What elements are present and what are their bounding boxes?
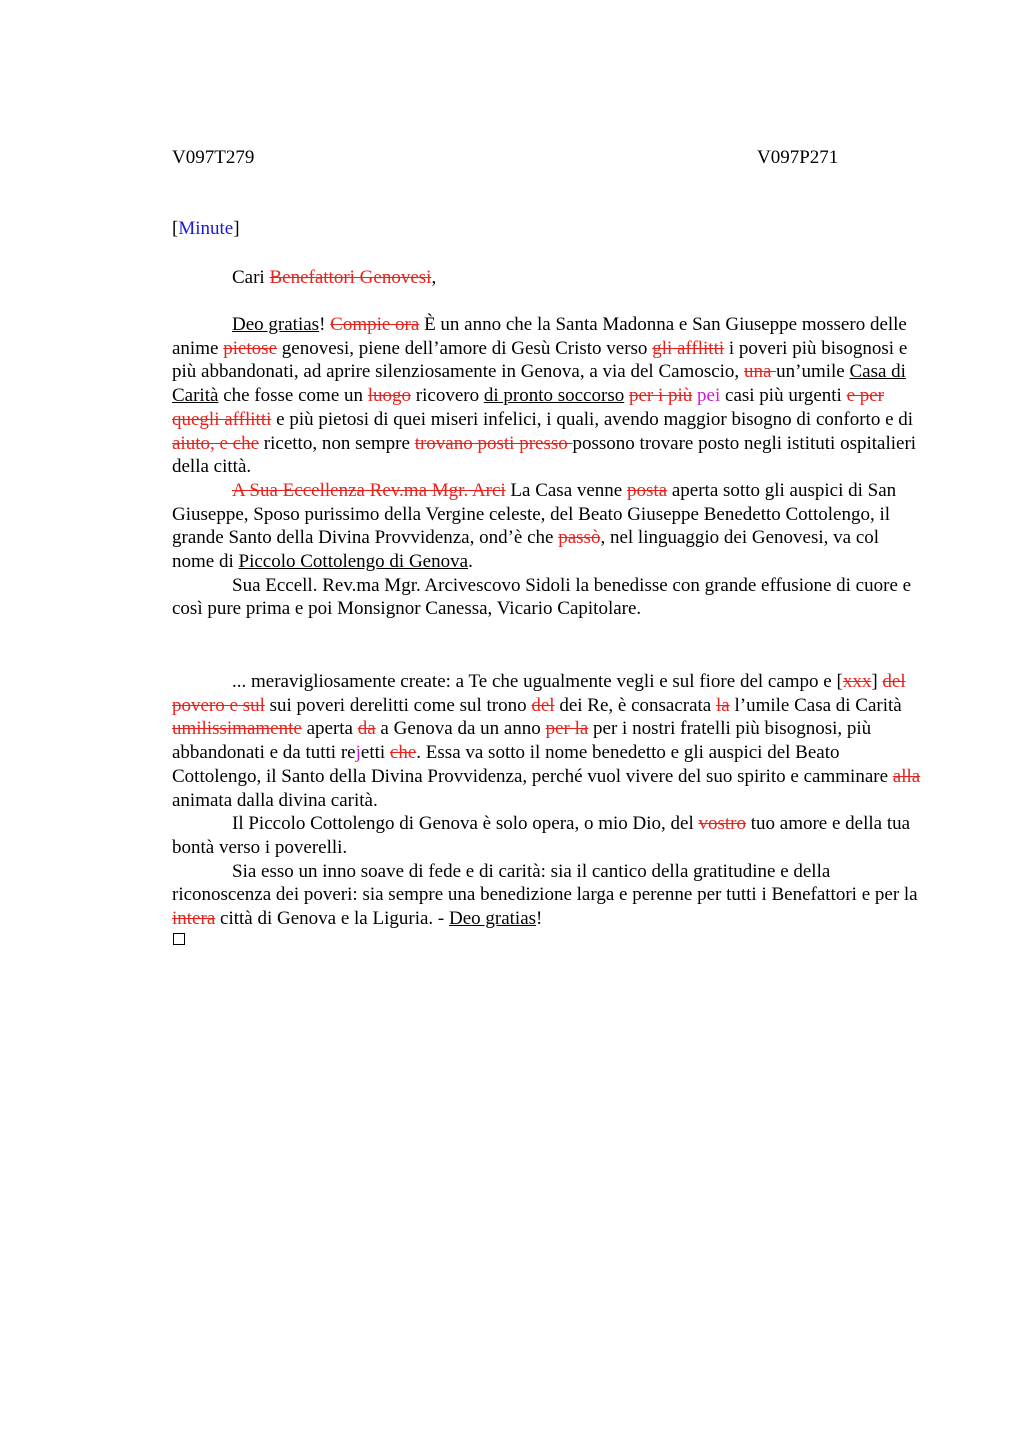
text-run: città di Genova e la Liguria. - <box>215 908 449 930</box>
deleted-text: A Sua Eccellenza Rev.ma Mgr. Arci <box>232 479 506 501</box>
inserted-text: j <box>355 742 361 764</box>
page-id: V097P271 <box>757 147 839 168</box>
deleted-text: intera <box>172 908 216 930</box>
deleted-text: Benefattori Genovesi <box>269 267 432 288</box>
text-run: aperta sotto gli auspici di San Giuseppe, Sposo purissimo della Vergine celeste, del Beato Giuseppe Benedetto Cottolengo, il grande Santo della Divina Provvidenza, ond’è che <box>172 479 897 549</box>
paragraph-1 <box>172 313 922 479</box>
text-id: V097T279 <box>172 147 255 168</box>
text-run: Sia esso un inno soave di fede e di carità: sia il cantico della gratitudine e della riconoscenza dei poveri: sia sempre una benedizione larga e perenne per tutti i Benefattori e per la <box>172 860 918 906</box>
minute-label: Minute <box>178 218 234 239</box>
end-marker-checkbox <box>173 933 185 945</box>
text-run: ... meravigliosamente create: a Te che ugualmente vegli e sul fiore del campo e [ <box>232 671 843 692</box>
text-run: animata dalla divina carità. <box>172 789 378 811</box>
text-run: ricetto, non sempre <box>259 432 415 454</box>
text-run: È un anno che la Santa Madonna e San Giuseppe mossero delle anime <box>172 314 907 359</box>
text-run: ! <box>319 314 331 335</box>
paragraph-3: Sua Eccell. Rev.ma Mgr. Arcivescovo Sidoli la benedisse con grande effusione di cuore e così pure prima e poi Monsignor Canessa, Vicario Capitolare. <box>172 574 912 620</box>
text-run: per i nostri fratelli più bisognosi, più abbandonati e da tutti re <box>172 718 872 764</box>
deleted-text: luogo <box>367 385 412 407</box>
text-run: ricovero <box>411 385 484 407</box>
text-run: Il Piccolo Cottolengo di Genova è solo opera, o mio Dio, del <box>232 813 699 835</box>
text-run: etti <box>360 742 390 764</box>
deleted-text: gli afflitti <box>652 337 725 359</box>
greeting-text: , <box>431 267 437 288</box>
greeting <box>172 266 922 290</box>
text-run: . Essa va sotto il nome benedetto e gli auspici del Beato Cottolengo, il Santo della Divina Provvidenza, perché vuol vivere del suo spirito e camminare <box>172 742 893 787</box>
text-run: che fosse come un <box>218 385 368 407</box>
text-run: , nel linguaggio dei Genovesi, va col nome di <box>172 527 880 573</box>
deleted-text: e per quegli afflitti <box>172 385 885 430</box>
underlined-text: di pronto soccorso <box>483 385 625 407</box>
inserted-text: pei <box>697 385 721 407</box>
underlined-text: Piccolo Cottolengo di Genova <box>238 551 469 573</box>
text-run: i poveri più bisognosi e più abbandonati, ad aprire silenziosamente in Genova, a via del Camoscio, <box>172 337 908 383</box>
text-run: casi più urgenti <box>720 385 847 407</box>
text-run: a Genova da un anno <box>375 718 546 740</box>
text-run: possono trovare posto negli istituti ospitalieri della città. <box>172 432 917 478</box>
deleted-text: Compie ora <box>330 314 420 335</box>
document-ids <box>172 147 924 171</box>
text-run: ] <box>871 671 883 692</box>
text-run: La Casa venne <box>505 479 627 501</box>
underlined-text: Deo gratias <box>232 314 320 335</box>
deleted-text: da <box>357 718 376 740</box>
paragraph-2 <box>172 479 922 574</box>
deleted-text: per la <box>545 718 589 740</box>
deleted-text: che <box>389 742 417 764</box>
deleted-text: alla <box>892 765 921 787</box>
text-run: ! <box>536 908 543 930</box>
text-run: l’umile Casa di Carità <box>729 694 902 716</box>
bracket-close: ] <box>233 218 240 239</box>
deleted-text: la <box>716 694 730 716</box>
greeting-text: Cari <box>232 267 270 288</box>
text-run: aperta <box>301 718 358 740</box>
letter-body-part2 <box>172 670 922 931</box>
document-type-label <box>172 218 240 240</box>
deleted-text: del <box>531 694 555 716</box>
text-run: genovesi, piene dell’amore di Gesù Cristo verso <box>277 337 653 359</box>
text-run: sui poveri derelitti come sul trono <box>264 694 532 716</box>
deleted-text: aiuto, e che <box>172 432 260 454</box>
deleted-text: xxx <box>842 671 872 692</box>
text-run: e più pietosi di quei miseri infelici, i quali, avendo maggior bisogno di conforto e di <box>271 408 914 430</box>
deleted-text: una <box>743 361 777 383</box>
text-run: dei Re, è consacrata <box>554 694 716 716</box>
deleted-text: umilissimamente <box>172 718 302 740</box>
letter-body-part1 <box>172 313 922 621</box>
text-run: un’umile <box>776 361 850 383</box>
deleted-text: posta <box>627 479 668 501</box>
paragraph-5 <box>172 812 922 859</box>
deleted-text: per i più <box>628 385 693 407</box>
paragraph-6 <box>172 860 922 931</box>
paragraph-4 <box>172 670 922 812</box>
text-run: tuo amore e della tua bontà verso i poverelli. <box>172 813 911 858</box>
bracket-open: [ <box>172 218 179 239</box>
underlined-text: Casa di Carità <box>172 361 906 407</box>
underlined-text: Deo gratias <box>448 908 537 930</box>
deleted-text: passò <box>558 527 601 549</box>
text-run: . <box>468 551 473 573</box>
deleted-text: trovano posti presso <box>414 432 573 454</box>
deleted-text: vostro <box>698 813 746 835</box>
deleted-text: del povero e sul <box>172 671 906 716</box>
deleted-text: pietose <box>223 337 278 359</box>
